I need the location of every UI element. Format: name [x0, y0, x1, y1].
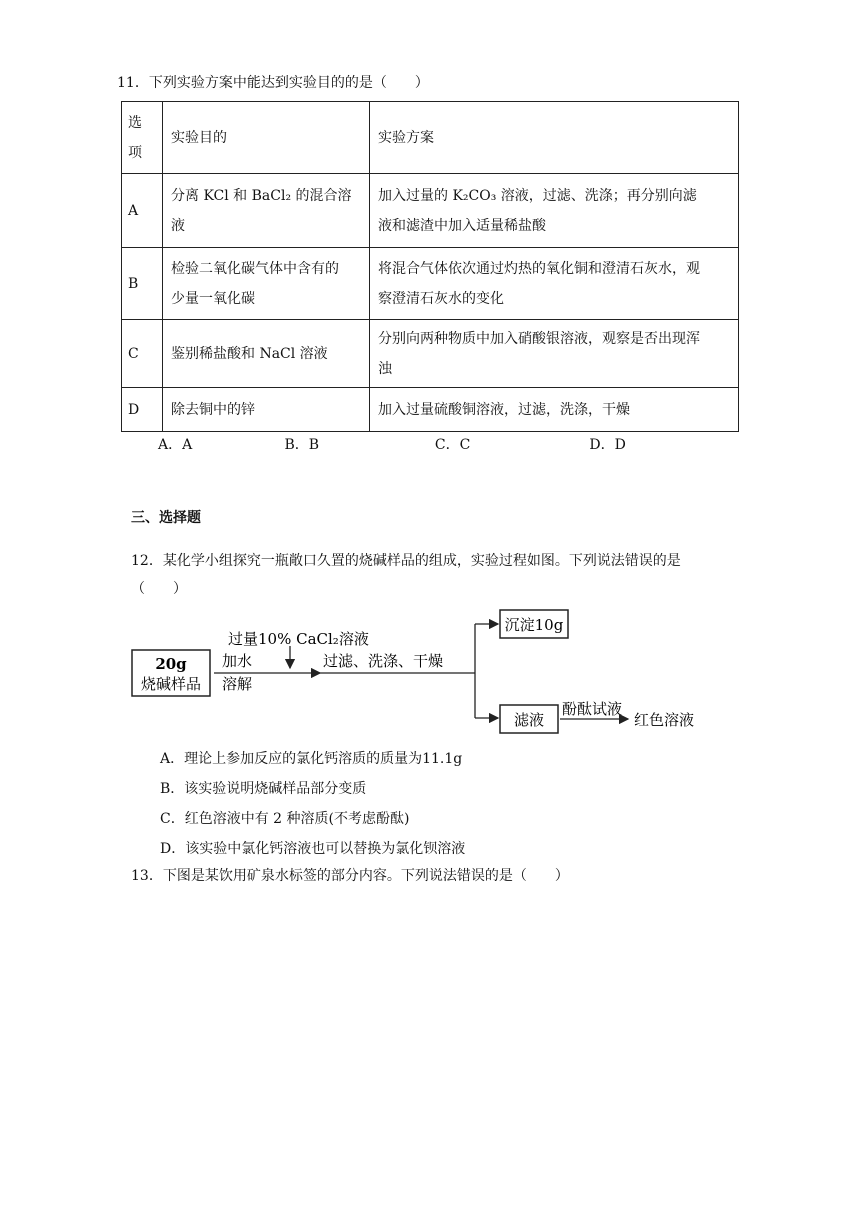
- aim-line: 检验二氧化碳气体中含有的: [171, 260, 339, 277]
- header-option-line1: 选: [128, 114, 142, 131]
- experiment-table: [121, 101, 739, 432]
- sample-name: 烧碱样品: [140, 675, 202, 693]
- row-aim: [163, 248, 370, 320]
- row-aim: [163, 174, 370, 248]
- header-option-line2: 项: [128, 144, 142, 161]
- header-option: [122, 102, 163, 174]
- row-option: D: [122, 388, 163, 432]
- choice-d[interactable]: D．D: [589, 437, 626, 453]
- row-option: A: [122, 174, 163, 248]
- section-title: 三、选择题: [131, 510, 201, 526]
- precipitate-label: 沉淀10g: [504, 616, 564, 634]
- sample-mass: 20g: [155, 655, 187, 673]
- aim-line: 少量一氧化碳: [171, 290, 255, 307]
- choice-a[interactable]: A．A: [158, 437, 193, 453]
- step2-label: 过滤、洗涤、干燥: [323, 652, 444, 670]
- indicator-label: 酚酞试液: [562, 700, 623, 718]
- row-option: B: [122, 248, 163, 320]
- plan-line: 加入过量的 K₂CO₃ 溶液，过滤、洗涤；再分别向滤: [378, 187, 697, 204]
- choice-c[interactable]: C．C: [434, 437, 471, 453]
- plan-line: 分别向两种物质中加入硝酸银溶液，观察是否出现浑: [378, 330, 700, 347]
- aim-line: 分离 KCl 和 BaCl₂ 的混合溶: [171, 187, 352, 204]
- row-plan: [370, 320, 739, 388]
- option-d[interactable]: D．该实验中氯化钙溶液也可以替换为氯化钡溶液: [160, 841, 466, 857]
- option-c[interactable]: C．红色溶液中有 2 种溶质(不考虑酚酞): [160, 811, 410, 827]
- q12-stem-line1: 12．某化学小组探究一瓶敞口久置的烧碱样品的组成，实验过程如图。下列说法错误的是: [131, 553, 681, 569]
- experiment-flow-diagram: [120, 600, 720, 745]
- aim-line: 液: [171, 217, 185, 234]
- option-b[interactable]: B．该实验说明烧碱样品部分变质: [160, 781, 367, 797]
- row-aim: 除去铜中的锌: [163, 388, 370, 432]
- row-aim: 鉴别稀盐酸和 NaCl 溶液: [163, 320, 370, 388]
- header-aim: 实验目的: [163, 102, 370, 174]
- result-label: 红色溶液: [634, 711, 695, 729]
- reagent-label: 过量10% CaCl₂溶液: [228, 630, 369, 648]
- header-plan: 实验方案: [370, 102, 739, 174]
- step1-label-top: 加水: [222, 652, 253, 670]
- choice-b[interactable]: B．B: [284, 437, 320, 453]
- plan-line: 浊: [378, 360, 392, 377]
- q12-stem-line2: （ ）: [131, 581, 187, 597]
- q11-choices: [158, 434, 626, 454]
- plan-line: 察澄清石灰水的变化: [378, 290, 504, 307]
- plan-line: 液和滤渣中加入适量稀盐酸: [378, 217, 546, 234]
- step1-label-bottom: 溶解: [222, 675, 253, 693]
- plan-line: 将混合气体依次通过灼热的氧化铜和澄清石灰水，观: [378, 260, 700, 277]
- option-a[interactable]: A．理论上参加反应的氯化钙溶质的质量为11.1g: [160, 751, 463, 767]
- row-option: C: [122, 320, 163, 388]
- table-header-row: [122, 102, 739, 174]
- table-row: [122, 174, 739, 248]
- row-plan: [370, 248, 739, 320]
- table-row: [122, 388, 739, 432]
- row-plan: [370, 174, 739, 248]
- table-row: [122, 320, 739, 388]
- filtrate-label: 滤液: [513, 711, 545, 729]
- table-row: [122, 248, 739, 320]
- q13-stem: 13．下图是某饮用矿泉水标签的部分内容。下列说法错误的是（ ）: [131, 868, 569, 884]
- row-plan: 加入过量硫酸铜溶液，过滤，洗涤，干燥: [370, 388, 739, 432]
- q11-stem: 11．下列实验方案中能达到实验目的的是（ ）: [117, 75, 429, 91]
